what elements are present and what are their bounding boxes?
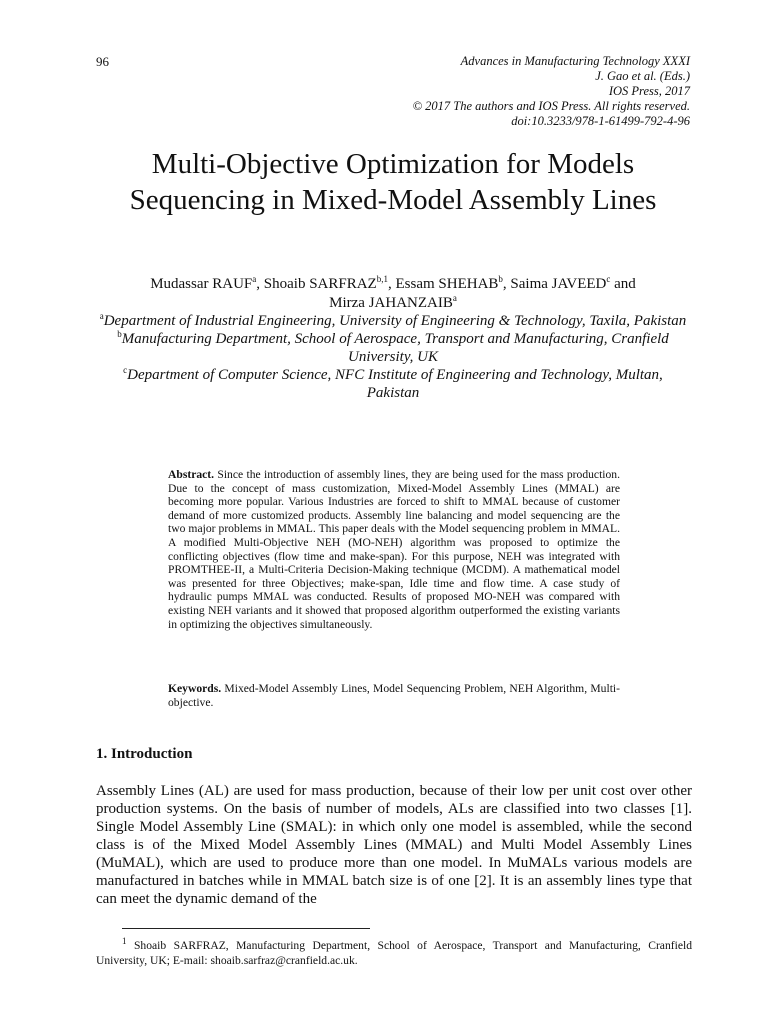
affiliation — [96, 330, 690, 366]
keywords-text: Mixed-Model Assembly Lines, Model Sequencing Problem, NEH Algorithm, Multi-objective. — [168, 682, 620, 709]
introduction-paragraph: Assembly Lines (AL) are used for mass production, because of their low per unit cost over other production systems. On the basis of number of models, ALs are classified into two classes [1]. Single Model Assembly Line (SMAL): in which only one model is assembled, while the second class is of the Mixed Model Assembly Lines (MMAL) and Multi Model Assembly Lines (MuMAL), which are used to produce more than one model. In MuMALs various models are manufactured in batches while in MMAL batch size is of one [2]. It is an assembly lines type that can meet the dynamic demand of the — [96, 783, 692, 907]
keywords-label: Keywords. — [168, 682, 222, 695]
affiliation-text: Department of Industrial Engineering, University of Engineering & Technology, Taxila, Pakistan — [103, 313, 687, 329]
section-heading: 1. Introduction — [96, 746, 193, 762]
footnote-divider — [122, 928, 370, 929]
abstract-text: Since the introduction of assembly lines, they are being used for the mass production. Due to the concept of mass customization, Mixed-Model Assembly Lines (MMAL) are becoming more popular. Various Industries are forced to shift to MMAL because of customer demand of more customized products. Assembly line balancing and model sequencing are the two major problems in MMAL. This paper deals with the Model sequencing problem in MMAL. A modified Multi-Objective NEH (MO-NEH) algorithm was proposed to optimize the conflicting objectives (flow time and make-span). For this purpose, NEH was integrated with PROMTHEE-II, a Multi-Criteria Decision-Making technique (MCDM). A mathematical model was presented for three Objectives; make-span, Idle time and flow time. A case study of hydraulic pumps MMAL was conducted. Results of proposed MO-NEH was compared with existing NEH variants and it showed that proposed algorithm outperformed the existing variants in optimizing the objectives simultaneously. — [168, 468, 621, 631]
affiliation-mark: a — [99, 311, 104, 321]
paper-title: Multi-Objective Optimization for Models Sequencing in Mixed-Model Assembly Lines — [129, 148, 657, 216]
author-affil-mark: c — [606, 274, 611, 284]
author-name: Saima JAVEED — [510, 276, 607, 292]
abstract — [168, 468, 620, 631]
author-affil-mark: b — [498, 274, 503, 284]
publication-info — [270, 54, 690, 129]
doi[interactable]: doi:10.3233/978-1-61499-792-4-96 — [511, 114, 690, 128]
publisher: IOS Press, 2017 — [608, 84, 690, 98]
author-affil-mark: b,1 — [376, 274, 388, 284]
abstract-label: Abstract. — [168, 468, 215, 481]
footnote-mark: 1 — [122, 936, 127, 947]
page-number: 96 — [96, 54, 109, 69]
footnote — [96, 938, 692, 968]
affiliation-list — [96, 312, 690, 402]
author-list: Mudassar RAUF$^a$, Shoaib SARFRAZ$^{b,1}$, Essam SHEHAB$^b$, Saima JAVEED$^c$ and Mirza JAHANZAIB$^a$ — [150, 274, 636, 311]
author-name: Essam SHEHAB — [395, 276, 499, 292]
affiliation — [96, 312, 690, 330]
affiliation-text: Department of Computer Science, NFC Institute of Engineering and Technology, Multan, Pakistan — [127, 367, 663, 401]
author-name: Mirza JAHANZAIB — [329, 295, 453, 311]
author-affil-mark: a — [252, 274, 257, 284]
author-name: Shoaib SARFRAZ — [263, 276, 377, 292]
affiliation-mark: c — [123, 365, 128, 375]
footnote-text: Shoaib SARFRAZ, Manufacturing Department, School of Aerospace, Transport and Manufacturing, Cranfield University, UK; E-mail: shoaib.sarfraz@cranfield.ac.uk. — [96, 939, 692, 967]
affiliation-mark: b — [117, 329, 122, 339]
author-affil-mark: a — [452, 293, 457, 303]
affiliation-text: Manufacturing Department, School of Aerospace, Transport and Manufacturing, Cranfield University, UK — [121, 331, 669, 365]
author-conjunction: and — [614, 276, 636, 292]
series-title: Advances in Manufacturing Technology XXXI — [460, 54, 690, 68]
author-name: Mudassar RAUF — [150, 276, 253, 292]
editors: J. Gao et al. (Eds.) — [595, 69, 690, 83]
copyright: © 2017 The authors and IOS Press. All rights reserved. — [412, 99, 690, 113]
affiliation — [96, 366, 690, 402]
keywords — [168, 682, 620, 709]
